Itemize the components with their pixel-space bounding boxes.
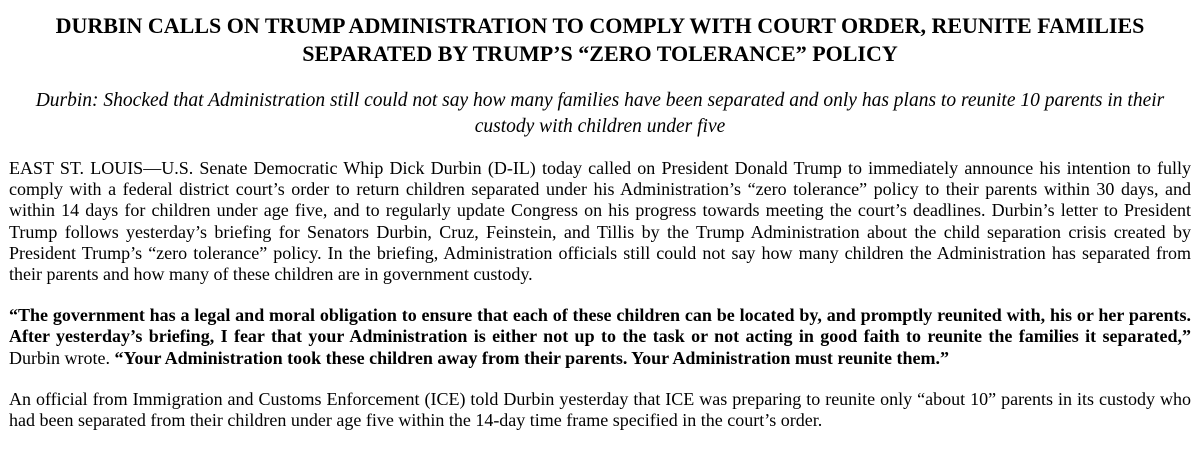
body-paragraph-2-quote: [9, 305, 1191, 369]
subheadline: Durbin: Shocked that Administration still could not say how many families have been separated and only has plans to reunite 10 parents in their custody with children under five: [35, 90, 1165, 137]
body-paragraph-1: EAST ST. LOUIS—U.S. Senate Democratic Whip Dick Durbin (D-IL) today called on President Donald Trump to immediately announce his intention to fully comply with a federal district court’s order to return children separated under his Administration’s “zero tolerance” policy to their parents within 30 days, and within 14 days for children under age five, and to regularly update Congress on his progress towards meeting the court’s deadlines. Durbin’s letter to President Trump follows yesterday’s briefing for Senators Durbin, Cruz, Feinstein, and Tillis by the Trump Administration about the child separation crisis created by President Trump’s “zero tolerance” policy. In the briefing, Administration officials still could not say how many children the Administration has separated from their parents and how many of these children are in government custody.: [9, 158, 1191, 285]
quote-part-1: “The government has a legal and moral obligation to ensure that each of these children can be located by, and promptly reunited with, his or her parents. After yesterday’s briefing, I fear that your Administration is either not up to the task or not acting in good faith to reunite the families it separated,”: [9, 305, 1191, 347]
body-paragraph-3: An official from Immigration and Customs Enforcement (ICE) told Durbin yesterday that ICE was preparing to reunite only “about 10” parents in its custody who had been separated from their children under age five within the 14-day time frame specified in the court’s order.: [9, 388, 1191, 431]
headline: DURBIN CALLS ON TRUMP ADMINISTRATION TO COMPLY WITH COURT ORDER, REUNITE FAMILIES SEPARATED BY TRUMP’S “ZERO TOLERANCE” POLICY: [55, 13, 1145, 66]
quote-attribution: Durbin wrote.: [9, 347, 115, 368]
quote-part-2: “Your Administration took these children away from their parents. Your Administration must reunite them.”: [114, 347, 950, 368]
